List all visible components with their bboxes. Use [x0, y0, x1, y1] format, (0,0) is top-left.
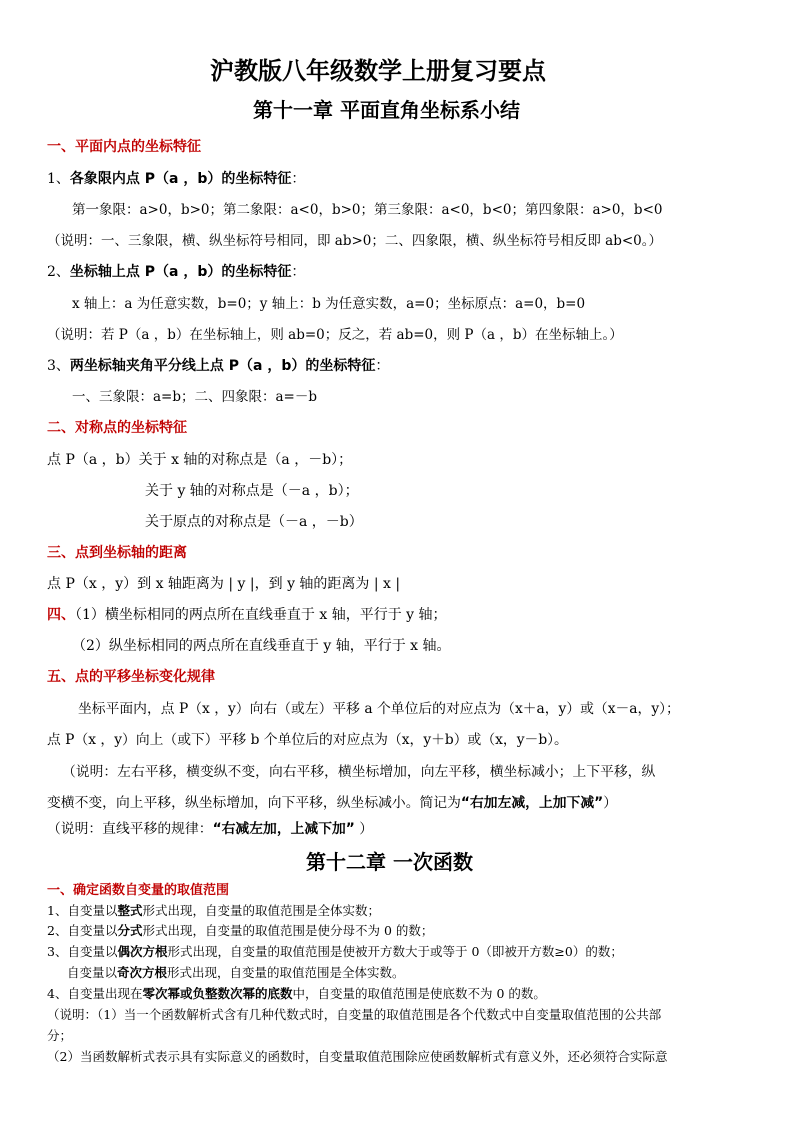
symmetry-x-axis: 点 P（a ，b）关于 x 轴的对称点是（a ，－b）； — [47, 452, 353, 468]
item-3-heading — [47, 357, 389, 375]
rule-text: 1、自变量以 — [47, 903, 118, 918]
item-tail: ： — [291, 171, 306, 187]
rule-text: 自变量以 — [67, 965, 118, 980]
item-2-heading — [47, 263, 305, 281]
mnemonic: “右减左加，上减下加” — [212, 821, 355, 837]
item-number: 3、 — [47, 358, 70, 374]
note-tail: ） — [354, 821, 374, 837]
translation-vertical: 点 P（x ，y）向上（或下）平移 b 个单位后的对应点为（x，y＋b）或（x，y－b）。 — [47, 732, 568, 748]
rule-keyword: 整式 — [117, 903, 143, 918]
bisector-rules: 一、三象限：a=b；二、四象限：a=－b — [72, 389, 318, 405]
domain-rule-1 — [47, 903, 380, 919]
section-1-heading: 一、平面内点的坐标特征 — [47, 139, 201, 155]
line-translation-note — [47, 820, 373, 838]
rule-text: 形式出现，自变量的取值范围是使分母不为 0 的数； — [142, 923, 434, 938]
chapter-12-title: 第十二章 一次函数 — [306, 850, 473, 874]
domain-note-1-cont: 分； — [47, 1028, 73, 1043]
translation-horizontal: 坐标平面内，点 P（x ，y）向右（或左）平移 a 个单位后的对应点为（x＋a，y）或（x－a，y）； — [78, 701, 680, 717]
item-tail: ： — [375, 358, 390, 374]
note-text: 变横不变，向上平移，纵坐标增加，向下平移，纵坐标减小。简记为 — [47, 795, 461, 811]
rule-text: 3、自变量以 — [47, 944, 118, 959]
translation-note-1: （说明：左右平移，横变纵不变，向右平移，横坐标增加，向左平移，横坐标减小；上下平移，纵 — [62, 764, 656, 780]
document-title: 沪教版八年级数学上册复习要点 — [210, 57, 546, 85]
item-number: 2、 — [47, 264, 70, 280]
domain-note-2: （2）当函数解析式表示具有实际意义的函数时，自变量取值范围除应使函数解析式有意义外，还必须符合实际意 — [47, 1049, 668, 1064]
rule-text: 2、自变量以 — [47, 923, 118, 938]
note-text: （说明：直线平移的规律： — [47, 821, 213, 837]
rule-text: 4、自变量出现在 — [47, 986, 143, 1001]
quadrant-signs: 第一象限：a>0，b>0；第二象限：a<0，b>0；第三象限：a<0，b<0；第四象限：a>0，b<0 — [72, 202, 663, 218]
domain-rule-3b — [67, 965, 405, 981]
parallel-rule-2: （2）纵坐标相同的两点所在直线垂直于 y 轴，平行于 x 轴。 — [72, 638, 451, 654]
domain-rule-2 — [47, 923, 433, 939]
symmetry-y-axis: 关于 y 轴的对称点是（－a ，b）； — [145, 483, 359, 499]
section-4-line-1 — [47, 606, 447, 624]
symmetry-origin: 关于原点的对称点是（－a ，－b） — [145, 514, 363, 530]
rule-text: 形式出现，自变量的取值范围是使被开方数大于或等于 0（即被开方数≥0）的数； — [167, 944, 623, 959]
domain-rule-4 — [47, 986, 546, 1002]
translation-note-2 — [47, 794, 617, 812]
section-5-heading: 五、点的平移坐标变化规律 — [47, 669, 215, 685]
rule-text: 形式出现，自变量的取值范围是全体实数； — [142, 903, 380, 918]
distance-rule: 点 P（x ，y）到 x 轴距离为 | y |，到 y 轴的距离为 | x | — [47, 576, 401, 592]
mnemonic: “右加左减，上加下减” — [460, 795, 604, 811]
rule-keyword: 分式 — [117, 923, 143, 938]
quadrant-note: （说明：一、三象限，横、纵坐标符号相同，即 ab>0；二、四象限，横、纵坐标符号相反即 ab<0。） — [47, 233, 663, 249]
item-bold-text: 坐标轴上点 P（a ，b）的坐标特征 — [69, 264, 292, 280]
item-bold-text: 各象限内点 P（a ，b）的坐标特征 — [69, 171, 292, 187]
domain-note-1: （说明：（1）当一个函数解析式含有几种代数式时，自变量的取值范围是各个代数式中自变量取值范围的公共部 — [47, 1007, 662, 1022]
item-1-heading — [47, 170, 305, 188]
item-bold-text: 两坐标轴夹角平分线上点 P（a ，b）的坐标特征 — [69, 358, 376, 374]
rule-text: 中，自变量的取值范围是使底数不为 0 的数。 — [292, 986, 546, 1001]
section-2-heading: 二、对称点的坐标特征 — [47, 420, 187, 436]
note-tail: ） — [603, 795, 618, 811]
chapter-11-title: 第十一章 平面直角坐标系小结 — [253, 98, 520, 122]
ch12-section-1-heading: 一、确定函数自变量的取值范围 — [47, 883, 230, 898]
rule-keyword: 零次幂或负整数次幂的底数 — [142, 986, 293, 1001]
domain-rule-3 — [47, 944, 623, 960]
axis-point-rules: x 轴上：a 为任意实数，b=0；y 轴上：b 为任意实数，a=0；坐标原点：a=0，b=0 — [72, 296, 586, 312]
rule-text: 形式出现，自变量的取值范围是全体实数。 — [167, 965, 405, 980]
section-3-heading: 三、点到坐标轴的距离 — [47, 545, 187, 561]
section-4-heading: 四、 — [47, 607, 75, 623]
axis-point-note: （说明：若 P（a ，b）在坐标轴上，则 ab=0；反之，若 ab=0，则 P（a ，b）在坐标轴上。） — [47, 327, 623, 343]
parallel-rule-1: （1）横坐标相同的两点所在直线垂直于 x 轴，平行于 y 轴； — [75, 607, 447, 623]
rule-keyword: 奇次方根 — [117, 965, 168, 980]
item-number: 1、 — [47, 171, 70, 187]
rule-keyword: 偶次方根 — [117, 944, 168, 959]
item-tail: ： — [291, 264, 306, 280]
